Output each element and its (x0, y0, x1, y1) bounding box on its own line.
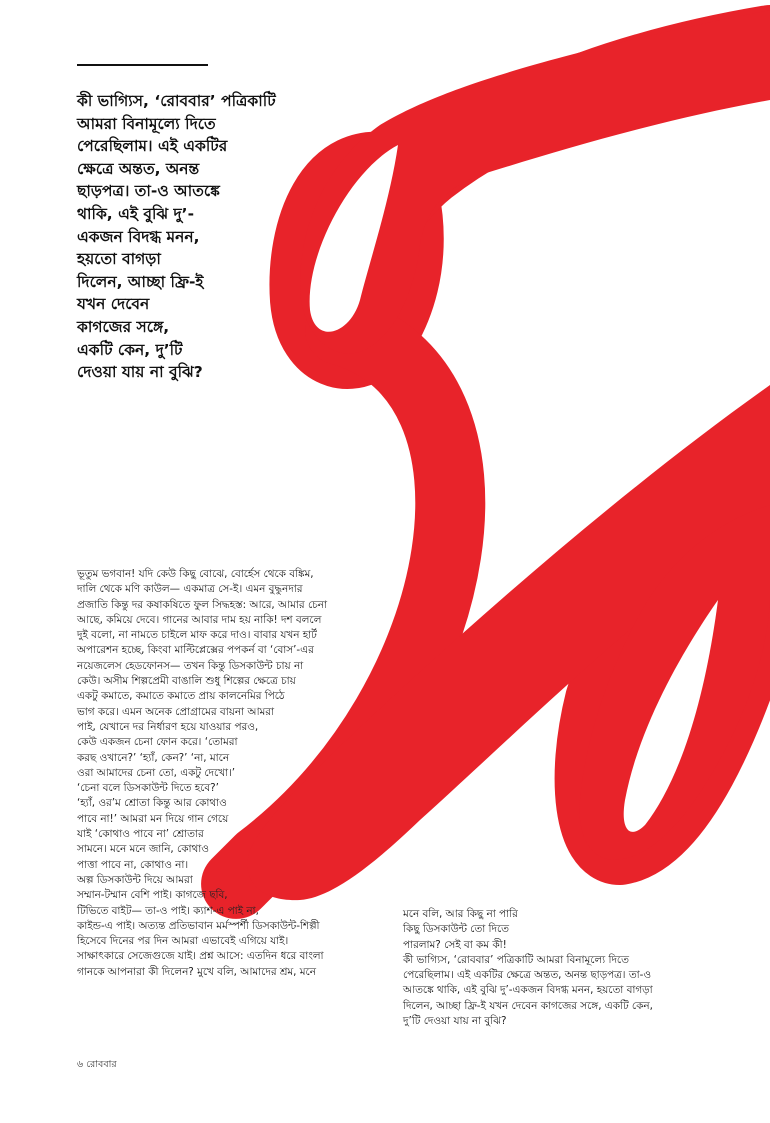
body-text-line: সাক্ষাৎকারে সেজেগুজে যাই। প্রশ্ন আসে: এতদিন ধরে বাংলা (77, 950, 324, 963)
body-text-line: আতঙ্কে থাকি, এই বুঝি দু’-একজন বিদগ্ধ মনন, হয়তো বাগড়া (403, 984, 653, 997)
pullquote-line: ক্ষেত্রে অন্তত, অনন্ত (77, 159, 200, 178)
body-text-right-column (403, 907, 713, 1029)
pullquote-line: একটি কেন, দু’টি (77, 340, 183, 359)
body-text-line: যাই ‘কোথাও পাবে না’ শ্রোতার (77, 828, 204, 841)
body-text-line: আছে, কমিয়ে দেবে। গানের আবার দাম হয় নাকি! দশ বললে (77, 613, 322, 626)
body-text-line: মনে বলি, আর কিছু না পারি (403, 908, 518, 920)
body-text-line: দিলেন, আচ্ছা ফ্রি-ই যখন দেবেন কাগজের সঙ্গে, একটি কেন, (403, 999, 653, 1012)
body-text-line: প্রজাতি কিন্তু দর কষাকষিতে ফুল সিদ্ধহস্ত: আরে, আমার চেনা (77, 598, 327, 611)
body-text-line: ওরা আমাদের চেনা তো, একটু দেখো।’ (77, 766, 236, 779)
pullquote-line: পেরেছিলাম। এই একটির (77, 137, 228, 156)
body-text-line: করছ ওখানে?’ ‘হ্যাঁ, কেন?’ ‘না, মানে (77, 751, 230, 764)
body-text-line: কিছু ডিসকাউন্ট তো দিতে (403, 923, 509, 936)
body-text-line: অল্প ডিসকাউন্ট দিয়ে আমরা (77, 873, 193, 886)
body-text-line: পাই, যেখানে দর নির্ধারণ হয়ে যাওয়ার পরও, (77, 720, 259, 733)
pullquote-line: ছাড়পত্র। তা-ও আতঙ্কে (77, 182, 220, 201)
body-text-line: দালি থেকে মণি কাউল— একমাত্র সে-ই। এমন বুদ্ধুনদার (77, 583, 303, 596)
body-text-line: ভাগ করে। এমন অনেক প্রোগ্রামের বায়না আমরা (77, 705, 274, 718)
body-text-line: পাবে না!’ আমরা মন দিয়ে গান গেয়ে (77, 812, 229, 825)
page-folio: ৬ রোববার (77, 1059, 117, 1070)
pullquote-line: আমরা বিনামূল্যে দিতে (77, 114, 216, 133)
body-text-line: ‘চেনা বলে ডিসকাউন্ট দিতে হবে?’ (77, 782, 219, 795)
body-text-line: গানকে আপনারা কী দিলেন? মুখে বলি, আমাদের শ্রম, মনে (77, 965, 316, 978)
body-text-line: পারলাম? সেই বা কম কী! (403, 938, 507, 951)
body-text-line: পেরেছিলাম। এই একটির ক্ষেত্রে অন্তত, অনন্ত ছাড়পত্র। তা-ও (403, 969, 652, 982)
body-text-line: কেউ। অসীম শিল্পপ্রেমী বাঙালি শুধু শিল্পের ক্ষেত্রে চায় (77, 675, 296, 688)
pullquote-rule (77, 64, 208, 66)
pullquote-line: কী ভাগ্যিস, ‘রোববার’ পত্রিকাটি (77, 92, 276, 110)
pullquote-line: একজন বিদগ্ধ মনন, (77, 227, 200, 246)
body-text-line: নয়েজলেস হেডফোনস— তখন কিন্তু ডিসকাউন্ট চায় না (77, 659, 304, 672)
body-text-line: কেউ একজন চেনা ফোন করে। ‘তোমরা (77, 736, 238, 749)
body-text-line: কাইন্ড-এ পাই। অত্যন্ত প্রতিভাবান মর্মস্পর্শী ডিসকাউন্ট-শিল্পী (77, 919, 320, 932)
body-text-line: ‘হ্যাঁ, ওর’ম শ্রোতা কিন্তু আর কোথাও (77, 797, 227, 810)
body-text-line: দুই বলো, না নামতে চাইলে মাফ করে দাও। বাবার যখন হার্ট (77, 629, 317, 642)
pullquote-line: হয়তো বাগড়া (77, 250, 161, 269)
body-text-left-column (77, 567, 377, 980)
body-text-line: টিভিতে বাইট— তা-ও পাই। ক্যাশ-এ পাই না, (77, 904, 259, 917)
body-text-line: সামনে। মনে মনে জানি, কোথাও (77, 843, 209, 856)
body-text-line: কী ভাগ্যিস, ‘রোববার’ পত্রিকাটি আমরা বিনামূল্যে দিতে (403, 953, 629, 966)
pullquote-line: যখন দেবেন (77, 295, 150, 314)
pull-quote (77, 90, 282, 384)
pullquote-line: থাকি, এই বুঝি দু’- (77, 204, 194, 223)
body-text-line: ভূতুম ভগবান! যদি কেউ কিছু বোঝে, বোর্হেস থেকে বঙ্কিম, (77, 568, 314, 580)
pullquote-line: কাগজের সঙ্গে, (77, 317, 170, 336)
body-text-line: পাত্তা পাবে না, কোথাও না। (77, 858, 189, 871)
body-text-line: একটু কমাতে, কমাতে কমাতে প্রায় কালনেমির পিঠে (77, 690, 285, 703)
body-text-line: হিসেবে দিনের পর দিন আমরা এভাবেই এগিয়ে যাই। (77, 935, 289, 948)
pullquote-line: দেওয়া যায় না বুঝি? (77, 363, 203, 382)
pullquote-line: দিলেন, আচ্ছা ফ্রি-ই (77, 272, 204, 291)
body-text-line: অপারেশন হচ্ছে, কিংবা মাল্টিপ্লেক্সের পপকর্ন বা ‘বোস’-এর (77, 644, 314, 657)
body-text-line: দু’টি দেওয়া যায় না বুঝি? (403, 1015, 507, 1028)
body-text-line: সম্মান-টম্মান বেশি পাই। কাগজে ছবি, (77, 889, 228, 902)
